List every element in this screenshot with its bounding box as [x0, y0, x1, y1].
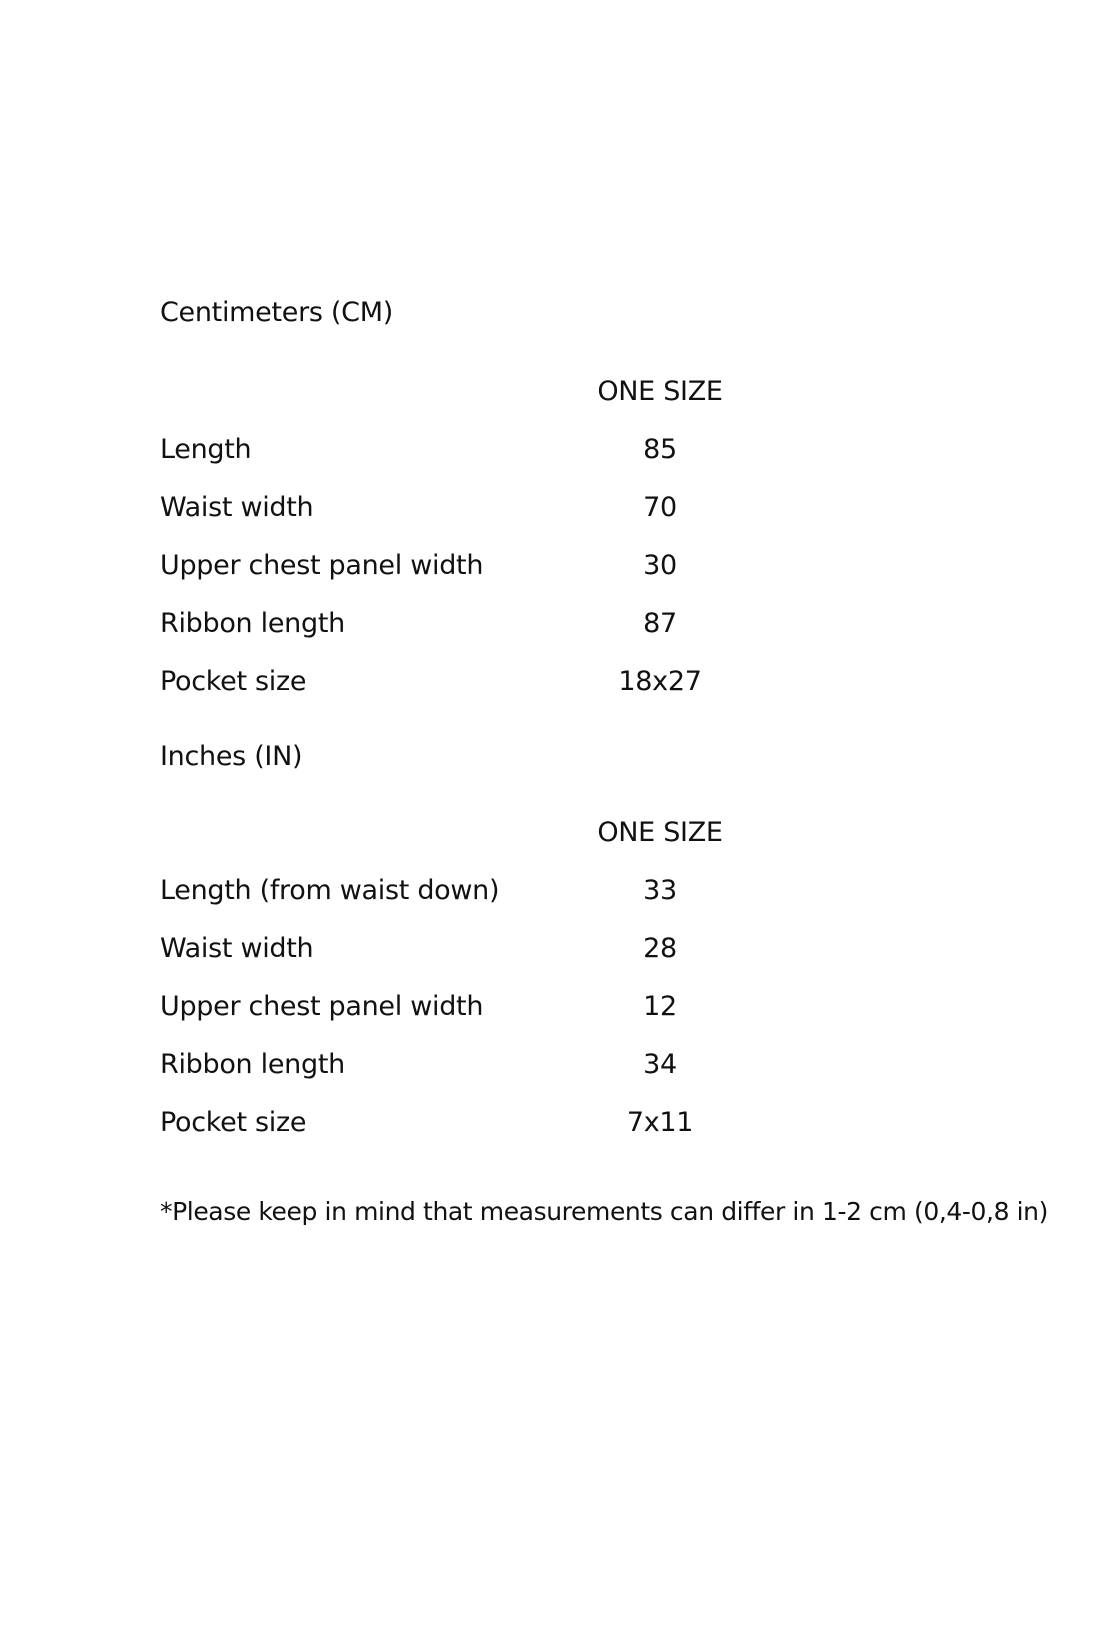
cm-row-value: 30	[643, 550, 677, 581]
in-row-label: Upper chest panel width	[160, 991, 484, 1022]
cm-row-value: 85	[643, 434, 677, 465]
in-column-header: ONE SIZE	[597, 817, 723, 848]
cm-row-value: 87	[643, 608, 677, 639]
cm-row-value: 70	[643, 492, 677, 523]
cm-row-label: Waist width	[160, 492, 314, 523]
in-row-value: 33	[643, 875, 677, 906]
in-row-label: Pocket size	[160, 1107, 307, 1138]
cm-row-value: 18x27	[618, 666, 702, 697]
in-row-label: Ribbon length	[160, 1049, 345, 1080]
cm-row-label: Ribbon length	[160, 608, 345, 639]
cm-row-label: Length	[160, 434, 252, 465]
in-row-value: 12	[643, 991, 677, 1022]
in-row-value: 28	[643, 933, 677, 964]
measurement-note: *Please keep in mind that measurements can differ in 1-2 cm (0,4-0,8 in)	[160, 1197, 1048, 1226]
cm-section-heading: Centimeters (CM)	[160, 297, 393, 328]
in-row-value: 34	[643, 1049, 677, 1080]
in-row-label: Length (from waist down)	[160, 875, 500, 906]
cm-row-label: Upper chest panel width	[160, 550, 484, 581]
in-row-label: Waist width	[160, 933, 314, 964]
in-section-heading: Inches (IN)	[160, 741, 303, 772]
cm-row-label: Pocket size	[160, 666, 307, 697]
in-row-value: 7x11	[626, 1107, 694, 1138]
cm-column-header: ONE SIZE	[597, 376, 723, 407]
